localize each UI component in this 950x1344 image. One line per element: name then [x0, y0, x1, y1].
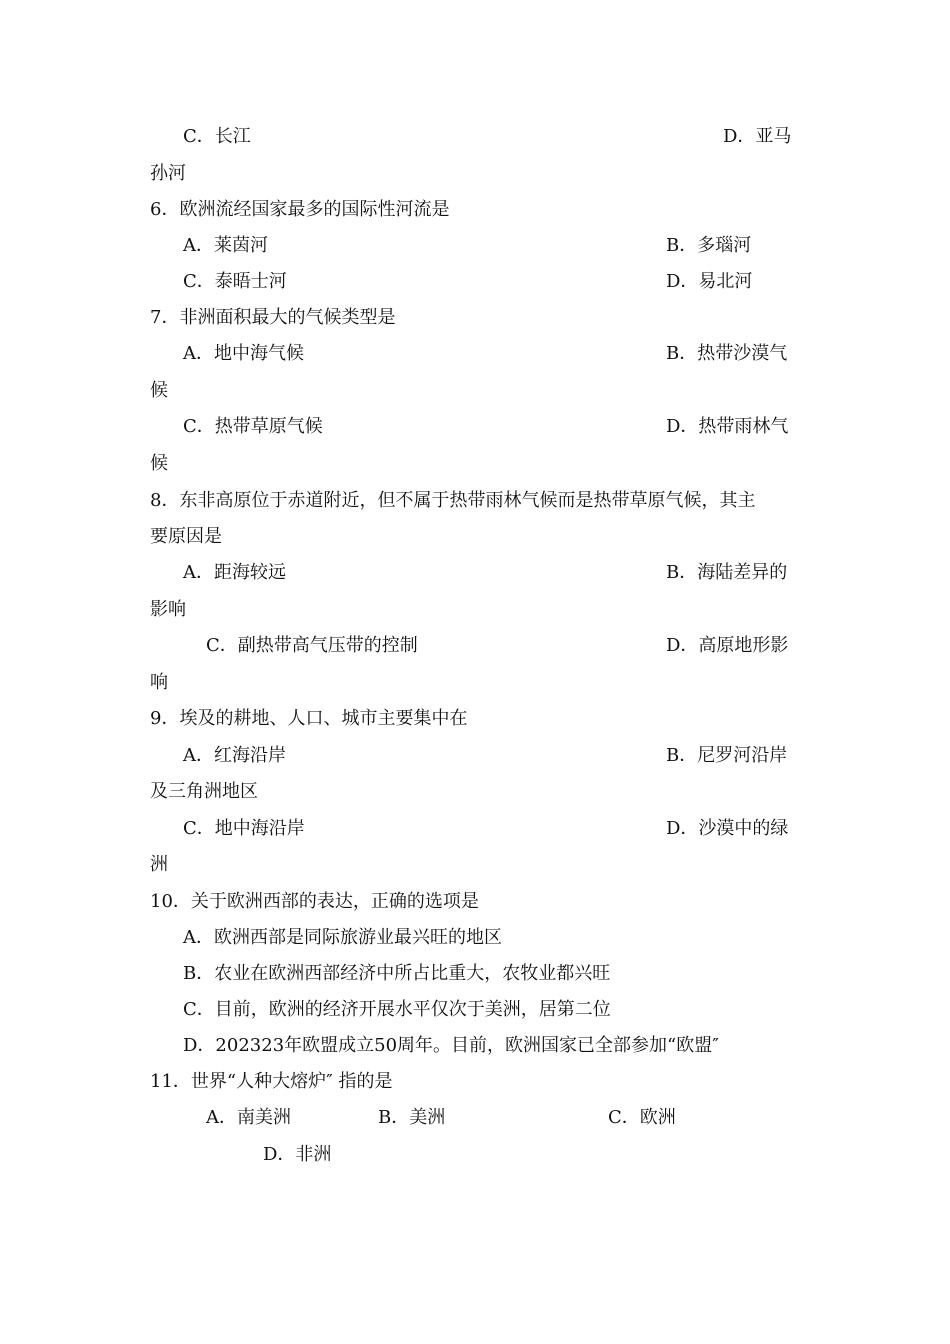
q9-option-c: C．地中海沿岸: [183, 818, 305, 839]
q8-stem: 8．东非高原位于赤道附近，但不属于热带雨林气候而是热带草原气候，其主: [150, 490, 756, 511]
q11-option-b: B．美洲: [378, 1107, 446, 1128]
q5-option-d: D．亚马: [723, 126, 792, 147]
q11-option-c: C．欧洲: [608, 1107, 676, 1128]
q10-stem: 10．关于欧洲西部的表达，正确的选项是: [150, 891, 479, 912]
q11-option-d: D．非洲: [263, 1144, 332, 1165]
q8-option-c: C．副热带高气压带的控制: [206, 635, 418, 656]
q6-option-a: A．莱茵河: [183, 235, 268, 256]
q7-stem: 7．非洲面积最大的气候类型是: [150, 307, 396, 328]
q11-option-a: A．南美洲: [206, 1107, 291, 1128]
q7-option-a: A．地中海气候: [183, 343, 304, 364]
q6-stem: 6．欧洲流经国家最多的国际性河流是: [150, 199, 450, 220]
q8-option-b-wrap: 影响: [150, 599, 186, 620]
q8-option-b: B．海陆差异的: [666, 562, 788, 583]
q5-option-c: C．长江: [183, 126, 251, 147]
q10-option-c: C．目前，欧洲的经济开展水平仅次于美洲，居第二位: [183, 999, 611, 1020]
q11-stem: 11．世界“人种大熔炉″ 指的是: [150, 1071, 393, 1092]
q9-stem: 9．埃及的耕地、人口、城市主要集中在: [150, 708, 468, 729]
q8-option-d-wrap: 响: [150, 672, 168, 693]
q10-option-d: D．202323年欧盟成立50周年。目前，欧洲国家已全部参加“欧盟″: [183, 1035, 719, 1056]
q6-option-c: C．泰晤士河: [183, 271, 287, 292]
q7-option-c: C．热带草原气候: [183, 416, 323, 437]
q5-option-d-wrap: 孙河: [150, 163, 186, 184]
q6-option-b: B．多瑙河: [666, 235, 752, 256]
q10-option-a: A．欧洲西部是同际旅游业最兴旺的地区: [183, 927, 502, 948]
q7-option-b-wrap: 候: [150, 380, 168, 401]
q9-option-d: D．沙漠中的绿: [666, 818, 789, 839]
q9-option-b-wrap: 及三角洲地区: [150, 781, 258, 802]
q8-option-a: A．距海较远: [183, 562, 286, 583]
q9-option-d-wrap: 洲: [150, 854, 168, 875]
q8-stem-wrap: 要原因是: [150, 526, 222, 547]
q6-option-d: D．易北河: [666, 271, 753, 292]
q8-option-d: D．高原地形影: [666, 635, 789, 656]
q9-option-b: B．尼罗河沿岸: [666, 745, 788, 766]
q7-option-d-wrap: 候: [150, 453, 168, 474]
q7-option-d: D．热带雨林气: [666, 416, 789, 437]
q7-option-b: B．热带沙漠气: [666, 343, 788, 364]
q10-option-b: B．农业在欧洲西部经济中所占比重大，农牧业都兴旺: [183, 963, 611, 984]
q9-option-a: A．红海沿岸: [183, 745, 286, 766]
